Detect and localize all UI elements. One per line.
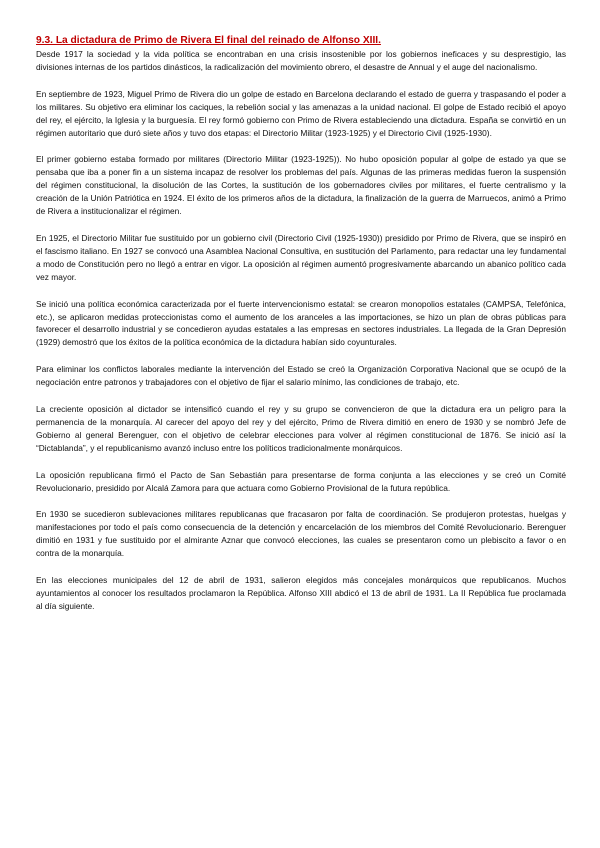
paragraph-conflictos-laborales: Para eliminar los conflictos laborales mediante la intervención del Estado se creó la Organización Corporativa Nacional que se ocupó de la negociación entre patronos y trabajadores con el objetivo de fijar el salario mínimo, las condiciones de trabajo, etc. [36,364,566,388]
paragraph-sublevaciones-1930: En 1930 se sucedieron sublevaciones militares republicanas que fracasaron por falta de coordinación. Se produjeron protestas, huelgas y manifestaciones por todo el país como consecuencia de la detención y encarcelación de los miembros del Comité Revolucionario. Berenguer dimitió en 1931 y fue sustituido por el almirante Aznar que convocó elecciones, las cuales se presentaron como un plebiscito a favor o en contra de la monarquía. [36,509,566,559]
paragraph-directorio-civil: En 1925, el Directorio Militar fue sustituido por un gobierno civil (Directorio Civil (1925-1930)) presidido por Primo de Rivera, que se inspiró en el fascismo italiano. En 1927 se convocó una Asamblea Nacional Consultiva, en sustitución del Parlamento, para redactar una ley fundamental a modo de Constitución pero no llegó a entrar en vigor. La oposición al régimen aumentó progresivamente abarcando un abanico político cada vez mayor. [36,232,566,282]
paragraph-oposicion-dictador: La creciente oposición al dictador se intensificó cuando el rey y su grupo se convencieron de que la dictadura era un peligro para la permanencia de la monarquía. Al carecer del apoyo del rey y del ejército, Primo de Rivera dimitió en enero de 1930 y se nombró Jefe de Gobierno al general Berenguer, con el objetivo de celebrar elecciones para volver al régimen constitucional de 1876. Se inició así la “Dictablanda”, y el republicanismo avanzó incluso entre los políticos tradicionalmente monárquicos. [36,404,566,453]
paragraph-crisis-1917: Desde 1917 la sociedad y la vida política se encontraban en una crisis insostenible por los gobiernos ineficaces y su desprestigio, las divisiones internas de los partidos dinásticos, la radicalización del movimiento obrero, el desastre de Annual y el auge del nacionalismo. [36,49,566,72]
page-title: 9.3. La dictadura de Primo de Rivera El final del reinado de Alfonso XIII. [36,35,381,46]
paragraph-politica-economica: Se inició una política económica caracterizada por el fuerte intervencionismo estatal: se crearon monopolios estatales (CAMPSA, Telefónica, etc.), se aplicaron medidas proteccionistas como el aumento de los aranceles a las importaciones, se hizo un plan de obras públicas para favorecer el desarrollo industrial y se concedieron ayudas estatales a las empresas en sectores industriales. La llegada de la Gran Depresión (1929) demostró que los éxitos de la política económica de la dictadura habían sido coyunturales. [36,298,566,348]
paragraph-elecciones-1931: En las elecciones municipales del 12 de abril de 1931, salieron elegidos más concejales monárquicos que republicanos. Muchos ayuntamientos al conocer los resultados proclamaron la República. Alfonso XIII abdicó el 13 de abril de 1931. La II República fue proclamada al día siguiente. [36,575,566,611]
paragraph-golpe-1923: En septiembre de 1923, Miguel Primo de Rivera dio un golpe de estado en Barcelona declarando el estado de guerra y traspasando el poder a los militares. Su objetivo era eliminar los caciques, la rebelión social y las amenazas a la unidad nacional. El golpe de Estado recibió el apoyo del rey, el ejército, la Iglesia y la burguesía. El rey formó gobierno con Primo de Rivera estableciendo una dictadura. España se convirtió en un régimen autoritario que duró siete años y tuvo dos etapas: el Directorio Militar (1923-1925) y el Directorio Civil (1925-1930). [36,88,566,138]
paragraph-pacto-san-sebastian: La oposición republicana firmó el Pacto de San Sebastián para presentarse de forma conjunta a las elecciones y se creó un Comité Revolucionario, presidido por Alcalá Zamora para que actuara como Gobierno Provisional de la futura república. [36,469,566,493]
paragraph-directorio-militar: El primer gobierno estaba formado por militares (Directorio Militar (1923-1925)). No hubo oposición popular al golpe de estado ya que se pensaba que iba a poner fin a un sistema incapaz de resolver los problemas del país. Algunas de las primeras medidas fueron la suspensión del régimen constitucional, la disolución de las Cortes, la sustitución de los gobernadores civiles por militares, el fuerte centralismo y la creación de la Unión Patriótica en 1924. El éxito de los primeros años de la dictadura, la finalización de la guerra de Marruecos, animó a Primo de Rivera a institucionalizar el régimen. [36,154,566,217]
